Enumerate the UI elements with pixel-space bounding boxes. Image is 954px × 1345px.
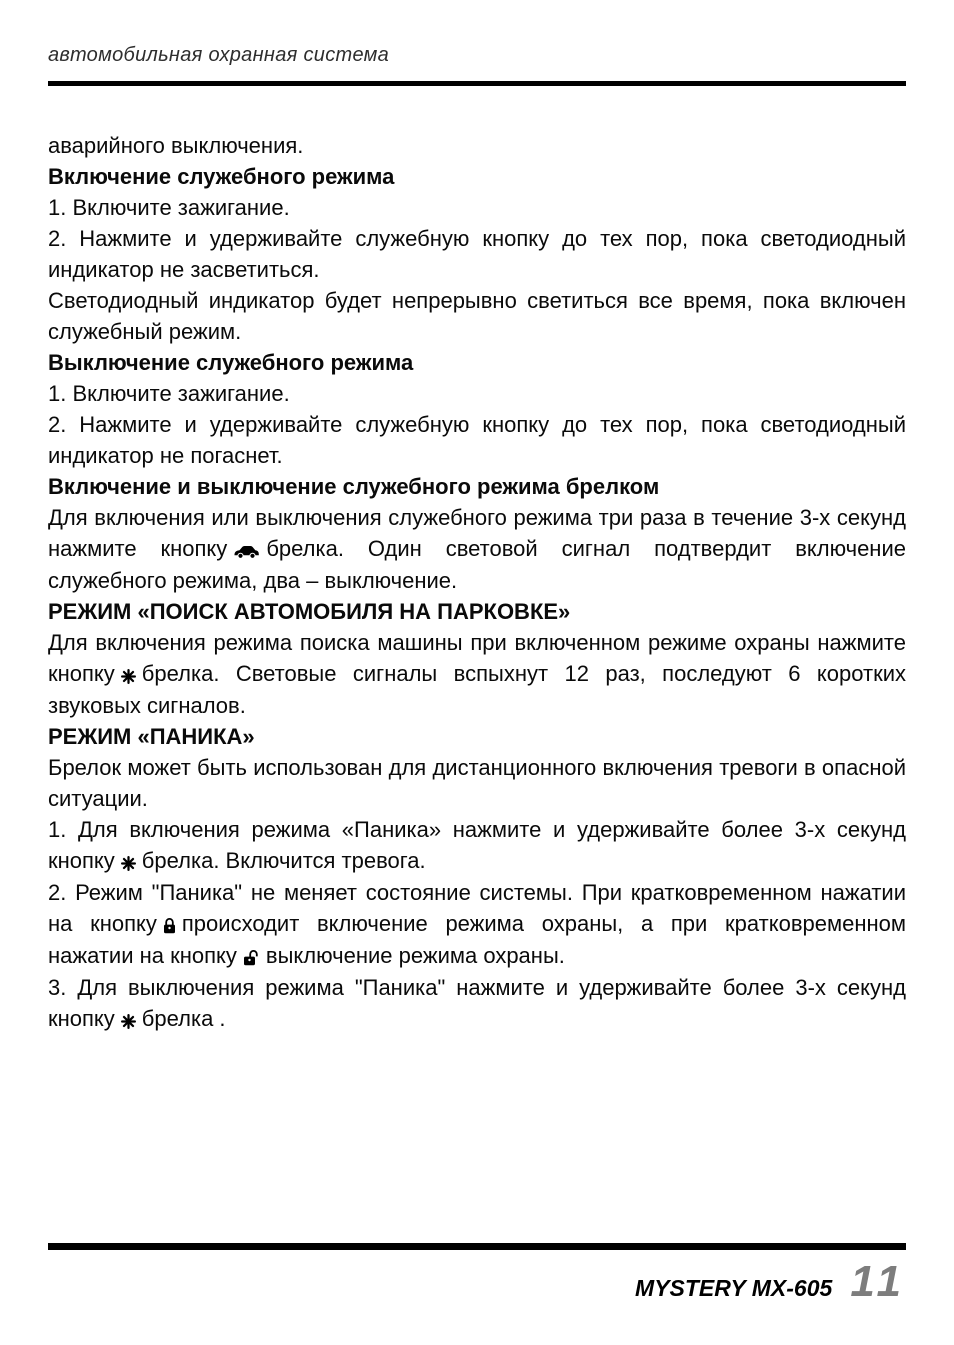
star-icon: [121, 846, 136, 877]
service-on-note: Светодиодный индикатор будет непрерывно светиться все время, пока включен служебный режим.: [48, 288, 906, 344]
service-remote-text-after: брелка. Один световой сигнал подтвердит включение служебного режима, два – выключение.: [48, 536, 906, 593]
service-on-step2: 2. Нажмите и удерживайте служебную кнопку до тех пор, пока светодиодный индикатор не засветиться.: [48, 226, 906, 282]
page-number: 11: [850, 1257, 906, 1306]
page-content: [48, 130, 906, 1035]
panic-step1: [48, 814, 906, 877]
service-off-step2: 2. Нажмите и удерживайте служебную кнопку до тех пор, пока светодиодный индикатор не погаснет.: [48, 412, 906, 468]
star-icon: [121, 1004, 136, 1035]
panic-step3-text-after: брелка .: [141, 1006, 226, 1031]
panic-step2-text-part2: происходит включение режима охраны, а при кратковременном нажатии на кнопку: [48, 911, 907, 968]
intro-paragraph: аварийного выключения.: [48, 133, 304, 158]
star-icon: [121, 659, 136, 690]
footer-line: [48, 1257, 906, 1306]
car-search-text-before: Для включения режима поиска машины при включенном режиме охраны нажмите кнопку: [48, 630, 906, 686]
panic-intro: Брелок может быть использован для дистанционного включения тревоги в опасной ситуации.: [48, 755, 906, 811]
subheading-service-mode-on: Включение служебного режима: [48, 164, 395, 189]
page-footer: [48, 1243, 906, 1304]
service-on-step1: 1. Включите зажигание.: [48, 195, 290, 220]
heading-car-search-mode: РЕЖИМ «ПОИСК АВТОМОБИЛЯ НА ПАРКОВКЕ»: [48, 599, 571, 624]
lock-open-icon: [243, 941, 260, 972]
subheading-service-mode-remote: Включение и выключение служебного режима брелком: [48, 474, 660, 499]
lock-closed-icon: [163, 909, 176, 940]
car-icon: [233, 534, 260, 565]
panic-step2-text-part1: 2. Режим "Паника" не меняет состояние системы. При кратковременном нажатии на кнопку: [48, 880, 906, 936]
model-name: MYSTERY MX-605: [635, 1275, 833, 1301]
car-search-paragraph: [48, 627, 906, 721]
panic-step3-text-before: 3. Для выключения режима "Паника" нажмите и удерживайте более 3-х секунд кнопку: [48, 975, 906, 1031]
service-off-step1: 1. Включите зажигание.: [48, 381, 290, 406]
subheading-service-mode-off: Выключение служебного режима: [48, 350, 414, 375]
panic-step2: [48, 877, 906, 972]
service-remote-text-before: Для включения или выключения служебного режима три раза в течение 3-х секунд нажмите кнопку: [48, 505, 906, 561]
heading-panic-mode: РЕЖИМ «ПАНИКА»: [48, 724, 255, 749]
panic-step1-text-after: брелка. Включится тревога.: [141, 848, 426, 873]
service-remote-paragraph: [48, 502, 906, 596]
panic-step2-text-part3: выключение режима охраны.: [265, 943, 565, 968]
page-header: [48, 44, 906, 86]
car-search-text-after: брелка. Световые сигналы вспыхнут 12 раз, последуют 6 коротких звуковых сигналов.: [48, 661, 906, 718]
footer-rule: [48, 1243, 906, 1250]
panic-step1-text-before: 1. Для включения режима «Паника» нажмите и удерживайте более 3-х секунд кнопку: [48, 817, 906, 873]
panic-step3: [48, 972, 906, 1035]
running-title: автомобильная охранная система: [48, 44, 390, 66]
header-rule: [48, 81, 906, 86]
